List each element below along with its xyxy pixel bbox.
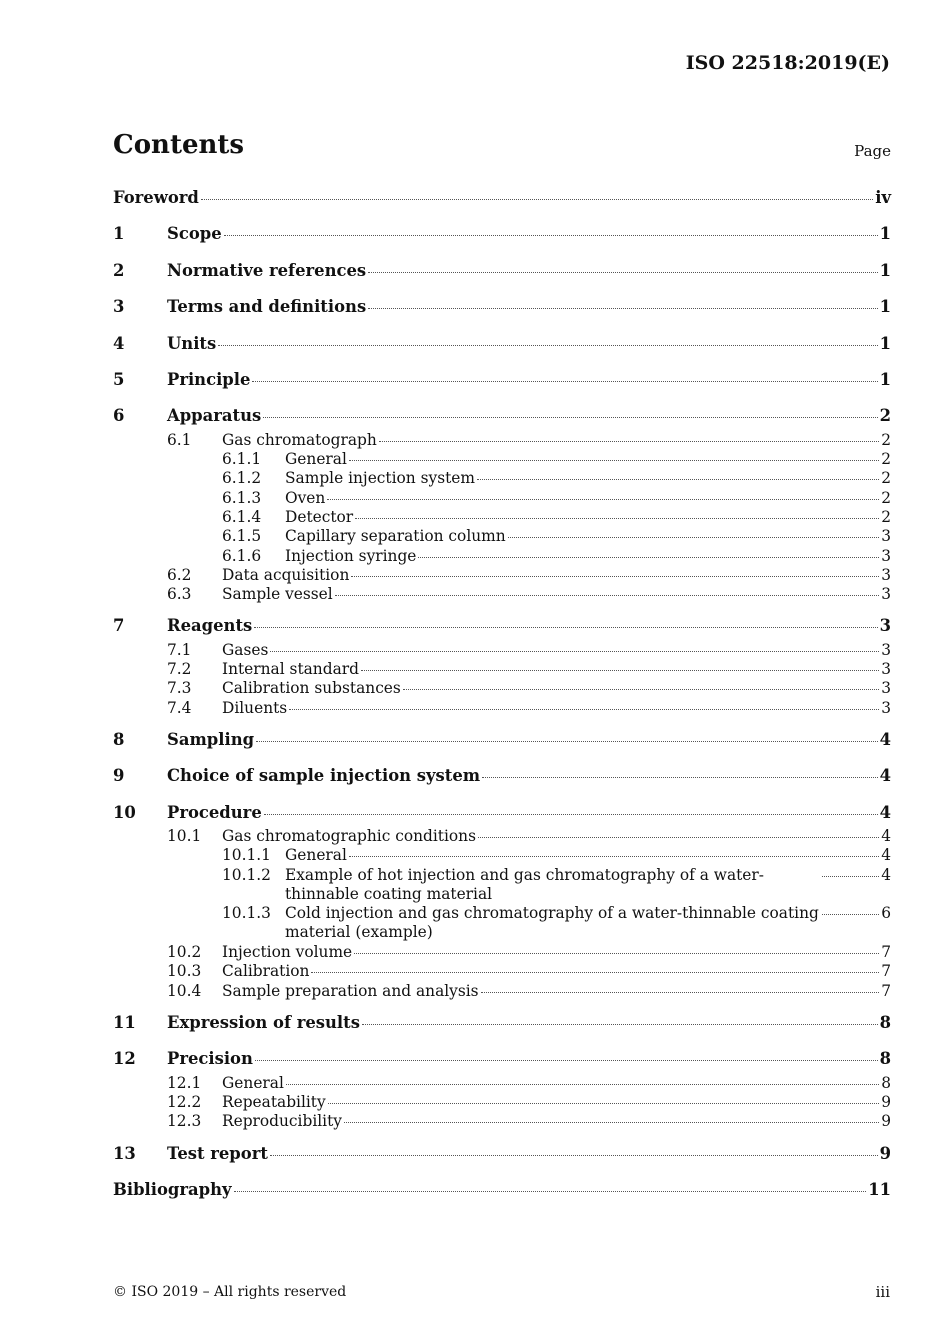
toc-entry-number: 10.2 (167, 942, 202, 961)
toc-entry-page: 2 (881, 469, 891, 488)
dot-leader (355, 518, 879, 519)
toc-entry-title: Sampling (167, 729, 255, 749)
toc-entry-number: 10.1.3 (222, 904, 271, 923)
toc-entry-title: Reproducibility (222, 1112, 342, 1131)
toc-entry-number: 13 (113, 1143, 136, 1163)
toc-entry-title: Expression of results (167, 1012, 360, 1032)
page-title: Contents (113, 130, 245, 160)
toc-entry-title: Sample preparation and analysis (222, 981, 479, 1000)
toc-entry-title: Test report (167, 1143, 268, 1163)
toc-entry-number: 6.1.6 (222, 546, 262, 565)
dot-leader (368, 308, 877, 309)
toc-entry-title: Gas chromatographic conditions (222, 827, 476, 846)
toc-entry-number: 6.1.3 (222, 488, 262, 507)
toc-entry-number: 6.1.4 (222, 507, 262, 526)
toc-entry-number: 12.2 (167, 1092, 202, 1111)
toc-entry-title: Detector (285, 507, 354, 526)
toc-entry[interactable] (113, 431, 891, 450)
toc-entry-page: 9 (881, 1092, 891, 1111)
toc-entry-number: 6.1.5 (222, 527, 262, 546)
toc-entry-title: General (285, 450, 347, 469)
toc-entry-title: Sample injection system (285, 469, 475, 488)
toc-entry[interactable] (113, 726, 891, 754)
toc-entry[interactable] (113, 330, 891, 358)
toc-entry-title: Calibration substances (222, 679, 401, 698)
toc-entry-page: 7 (881, 981, 891, 1000)
toc-entry-title: Injection syringe (285, 546, 417, 565)
toc-entry-title: Internal standard (222, 660, 359, 679)
toc-entry-number: 12.3 (167, 1112, 202, 1131)
toc-entry[interactable] (113, 962, 891, 981)
dot-leader (256, 741, 878, 742)
toc-entry-page: 2 (881, 488, 891, 507)
toc-entry-title: Diluents (222, 698, 288, 717)
dot-leader (263, 417, 877, 418)
toc-entry-title: Calibration (222, 962, 310, 981)
toc-entry-title: Principle (167, 369, 251, 389)
toc-entry-page: 1 (879, 260, 891, 280)
toc-entry-number: 10.4 (167, 981, 202, 1000)
dot-leader (335, 595, 879, 596)
contents-header (113, 130, 891, 160)
toc-entry-number: 5 (113, 369, 125, 389)
dot-leader (508, 537, 880, 538)
toc-entry-title: Normative references (167, 260, 367, 280)
toc-entry-title: Cold injection and gas chromatography of a water-thinnable coating material (example) (285, 904, 819, 942)
toc-entry-title: Sample vessel (222, 585, 333, 604)
toc-entry-title: Foreword (113, 188, 199, 207)
toc-entry-page: 11 (868, 1179, 891, 1199)
toc-entry-page: iv (875, 188, 891, 207)
toc-entry-page: 3 (881, 679, 891, 698)
toc-entry-page: 7 (881, 962, 891, 981)
toc-entry-number: 7.4 (167, 698, 192, 717)
toc-entry-page: 1 (879, 333, 891, 353)
toc-entry[interactable] (113, 585, 891, 604)
toc-entry-number: 6.3 (167, 585, 192, 604)
toc-entry-page: 4 (879, 766, 891, 786)
dot-leader (478, 837, 879, 838)
toc-entry-title: Bibliography (113, 1179, 232, 1199)
dot-leader (328, 1103, 880, 1104)
dot-leader (289, 709, 879, 710)
toc-entry-number: 6.1 (167, 430, 192, 449)
dot-leader (286, 1084, 879, 1085)
toc-entry-page: 6 (881, 904, 891, 923)
dot-leader (270, 651, 879, 652)
dot-leader (224, 235, 878, 236)
toc-entry[interactable] (113, 1009, 891, 1037)
toc-entry[interactable] (113, 660, 891, 679)
toc-entry[interactable] (113, 402, 891, 430)
toc-entry-number: 7.1 (167, 640, 192, 659)
toc-entry-page: 7 (881, 942, 891, 961)
toc-entry[interactable] (113, 547, 891, 566)
toc-entry-number: 12.1 (167, 1073, 202, 1092)
toc-entry-title: Data acquisition (222, 565, 350, 584)
toc-entry-title: Procedure (167, 802, 262, 822)
toc-entry-page: 3 (881, 660, 891, 679)
toc-entry[interactable] (113, 982, 891, 1001)
toc-entry[interactable] (113, 257, 891, 285)
toc-entry[interactable] (113, 866, 891, 905)
dot-leader (482, 777, 877, 778)
toc-entry-page: 3 (881, 585, 891, 604)
toc-entry-page: 3 (881, 640, 891, 659)
toc-entry-number: 7.3 (167, 679, 192, 698)
toc-entry-number: 10.1 (167, 827, 202, 846)
toc-entry-page: 4 (881, 846, 891, 865)
toc-entry[interactable] (113, 1176, 891, 1204)
dot-leader (368, 272, 877, 273)
dot-leader (351, 576, 879, 577)
toc-entry-number: 6.1.2 (222, 469, 262, 488)
toc-entry-title: Gas chromatograph (222, 430, 377, 449)
toc-entry-number: 4 (113, 333, 125, 353)
dot-leader (477, 479, 879, 480)
dot-leader (349, 460, 879, 461)
dot-leader (362, 1024, 878, 1025)
toc-entry[interactable] (113, 846, 891, 865)
dot-leader (311, 972, 879, 973)
toc-entry[interactable] (113, 366, 891, 394)
dot-leader (354, 953, 879, 954)
toc-entry-page: 3 (879, 616, 891, 636)
toc-entry[interactable] (113, 827, 891, 846)
dot-leader (234, 1191, 867, 1192)
toc-entry-page: 3 (881, 546, 891, 565)
toc-entry[interactable] (113, 699, 891, 718)
toc-entry-page: 8 (879, 1049, 891, 1069)
toc-entry[interactable] (113, 184, 891, 212)
toc-entry[interactable] (113, 641, 891, 660)
toc-entry-page: 2 (879, 406, 891, 426)
toc-entry-number: 6.1.1 (222, 450, 262, 469)
toc-entry-page: 4 (881, 865, 891, 884)
toc-entry[interactable] (113, 450, 891, 469)
toc-entry[interactable] (113, 1093, 891, 1112)
toc-entry-title: Terms and definitions (167, 297, 367, 317)
toc-entry-page: 3 (881, 698, 891, 717)
dot-leader (361, 670, 879, 671)
dot-leader (403, 689, 879, 690)
toc-entry-title: Choice of sample injection system (167, 766, 481, 786)
toc-entry[interactable] (113, 904, 891, 943)
dot-leader (344, 1122, 879, 1123)
toc-entry-page: 3 (881, 527, 891, 546)
toc-entry-page: 4 (881, 827, 891, 846)
toc-entry-title: Gases (222, 640, 269, 659)
toc-entry[interactable] (113, 762, 891, 790)
toc-entry-title: General (285, 846, 347, 865)
dot-leader (379, 441, 879, 442)
toc-entry-page: 2 (881, 430, 891, 449)
toc-entry-number: 1 (113, 224, 125, 244)
toc-entry[interactable] (113, 679, 891, 698)
toc-entry-page: 1 (879, 297, 891, 317)
dot-leader (418, 557, 879, 558)
toc-entry[interactable] (113, 469, 891, 488)
dot-leader (255, 1060, 878, 1061)
toc-entry-title: Oven (285, 488, 326, 507)
toc-entry[interactable] (113, 508, 891, 527)
toc-entry[interactable] (113, 799, 891, 827)
toc-entry-title: Capillary separation column (285, 527, 506, 546)
toc-entry[interactable] (113, 1140, 891, 1168)
toc-entry-title: Apparatus (167, 406, 262, 426)
toc-entry[interactable] (113, 220, 891, 248)
dot-leader (254, 627, 877, 628)
toc-entry-number: 10.3 (167, 962, 202, 981)
toc-entry-title: Units (167, 333, 217, 353)
toc-entry-number: 10 (113, 802, 136, 822)
toc-entry[interactable] (113, 527, 891, 546)
toc-entry[interactable] (113, 1045, 891, 1073)
toc-entry-number: 2 (113, 260, 125, 280)
toc-entry-page: 4 (879, 802, 891, 822)
toc-entry-page: 8 (879, 1012, 891, 1032)
dot-leader (481, 992, 880, 993)
toc-entry-number: 9 (113, 766, 125, 786)
dot-leader (822, 876, 879, 877)
toc-entry-page: 2 (881, 507, 891, 526)
toc-entry-page: 1 (879, 224, 891, 244)
toc-entry-page: 9 (879, 1143, 891, 1163)
dot-leader (252, 381, 877, 382)
dot-leader (218, 345, 877, 346)
toc-entry[interactable] (113, 293, 891, 321)
toc-entry[interactable] (113, 612, 891, 640)
dot-leader (201, 199, 873, 200)
toc-entry-page: 3 (881, 565, 891, 584)
toc-entry-title: Precision (167, 1049, 253, 1069)
toc-entry-title: Scope (167, 224, 222, 244)
copyright-notice: © ISO 2019 – All rights reserved (113, 1284, 347, 1300)
dot-leader (822, 914, 879, 915)
toc-entry-title: Reagents (167, 616, 253, 636)
toc-entry-page: 4 (879, 729, 891, 749)
toc-entry-page: 2 (881, 450, 891, 469)
table-of-contents (113, 184, 891, 1204)
toc-entry-number: 6 (113, 406, 125, 426)
toc-entry-number: 10.1.2 (222, 865, 271, 884)
toc-entry-page: 1 (879, 369, 891, 389)
toc-entry[interactable] (113, 943, 891, 962)
page-column-label: Page (854, 142, 891, 160)
toc-entry-number: 3 (113, 297, 125, 317)
dot-leader (327, 499, 879, 500)
toc-entry[interactable] (113, 489, 891, 508)
toc-entry[interactable] (113, 566, 891, 585)
toc-entry-page: 8 (881, 1073, 891, 1092)
toc-entry-number: 7 (113, 616, 125, 636)
toc-entry-title: Injection volume (222, 942, 353, 961)
toc-entry-title: Example of hot injection and gas chromatography of a water-thinnable coating material (285, 865, 764, 903)
dot-leader (270, 1155, 878, 1156)
toc-entry-number: 8 (113, 729, 125, 749)
toc-entry-number: 10.1.1 (222, 846, 271, 865)
toc-entry-number: 7.2 (167, 660, 192, 679)
toc-entry-number: 11 (113, 1012, 136, 1032)
toc-entry-number: 6.2 (167, 565, 192, 584)
toc-entry-page: 9 (881, 1112, 891, 1131)
toc-entry-title: General (222, 1073, 284, 1092)
toc-entry-title: Repeatability (222, 1092, 326, 1111)
page-number: iii (875, 1283, 890, 1301)
toc-entry-number: 12 (113, 1049, 136, 1069)
standard-identifier: ISO 22518:2019(E) (685, 52, 890, 74)
toc-entry[interactable] (113, 1074, 891, 1093)
toc-entry[interactable] (113, 1112, 891, 1131)
dot-leader (264, 814, 878, 815)
dot-leader (349, 856, 879, 857)
